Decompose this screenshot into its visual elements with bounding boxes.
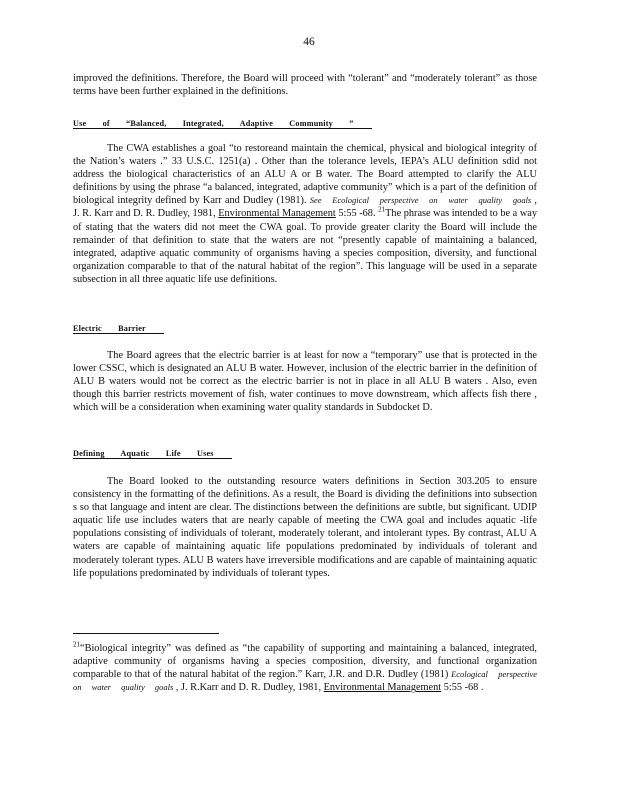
footnote-text: , J. R.Karr and D. R. Dudley, 1981, bbox=[173, 682, 324, 694]
footnote bbox=[73, 642, 537, 694]
paragraph-text: 5:55 -68. bbox=[335, 208, 379, 220]
section-heading-aquatic-life-uses bbox=[73, 448, 232, 460]
section-heading-text: Electric Barrier bbox=[73, 324, 164, 334]
citation-title: Ecological perspective on water quality goals bbox=[73, 669, 537, 693]
paragraph-text: The phrase was intended to be a way of stating that the waters did not meet the CWA goal. To provide greater clarity the Board will include the remainder of that definition to state that the waters are not “presently capable of maintaining a balanced, integrated, adaptive aquatic community of organisms having a species composition, diversity, and functional organization comparable to that of the natural habitat of the region”. This language will be used in a separate subsection in all three aquatic life use definitions. bbox=[73, 208, 537, 285]
section-heading-balanced-community bbox=[73, 118, 372, 130]
footnote-divider bbox=[73, 633, 219, 634]
section-heading-text: Defining Aquatic Life Uses bbox=[73, 449, 232, 459]
section-heading-electric-barrier bbox=[73, 323, 164, 335]
page-number: 46 bbox=[303, 36, 315, 48]
intro-paragraph: improved the definitions. Therefore, the Board will proceed with “tolerant” and “moderately tolerant” as those terms have been further explained in the definitions. bbox=[73, 73, 537, 98]
paragraph-balanced-community bbox=[73, 142, 537, 286]
paragraph-text: , J. R. Karr and D. R. Dudley, 1981, bbox=[73, 195, 537, 220]
footnote-reference: 21 bbox=[378, 206, 386, 215]
paragraph-electric-barrier: The Board agrees that the electric barrier is at least for now a “temporary” use that is protected in the lower CSSC, which is designated an ALU B water. However, inclusion of the electric barrier in the definition of ALU B waters would not be correct as the electric barrier is not in place in all ALU B waters . Also, even though this barrier restricts movement of fish, water continues to move downstream, which affects fish there , which will be a consideration when examining water quality standards in Subdocket D. bbox=[73, 350, 537, 414]
journal-name: Environmental Management bbox=[323, 682, 442, 694]
paragraph-aquatic-life-uses: The Board looked to the outstanding resource waters definitions in Section 303.205 to ensure consistency in the formatting of the definitions. As a result, the Board is dividing the definitions into subsection s so that language and intent are clear. The distinctions between the definitions are subtle, but significant. UDIP aquatic life use includes waters that are nearly capable of meeting the CWA goal and includes aquatic -life populations consisting of individuals of tolerant, moderately tolerant, and intolerant types. By contrast, ALU A waters are capable of maintaining aquatic life populations predominated by individuals of tolerant and moderately tolerant types. ALU B waters have irreversible modifications and are capable of maintaining aquatic life populations predominated by individuals of tolerant types. bbox=[73, 476, 537, 579]
paragraph-text: The CWA establishes a goal “to restoreand maintain the chemical, physical and biological integrity of the Nation’s waters .” 33 U.S.C. 1251(a) . Other than the tolerance levels, IEPA’s ALU definition sdid not address the biological characteristics of an ALU A or B water. The Board attempted to clarify the ALU definitions by using the phrase “a balanced, integrated, adaptive community” which is a part of the definition of biological integrity defined by Karr and Dudley (1981). bbox=[73, 143, 537, 207]
footnote-text: 5:55 -68 . bbox=[441, 682, 484, 694]
section-heading-text: Use of “Balanced, Integrated, Adaptive Community ” bbox=[73, 119, 372, 129]
footnote-marker: 21 bbox=[73, 640, 80, 649]
citation-title: See Ecological perspective on water quality goals bbox=[309, 195, 532, 206]
journal-name: Environmental Management bbox=[218, 208, 336, 220]
footnote-text: “Biological integrity” was defined as “the capability of supporting and maintaining a balanced, integrated, adaptive community of organisms having a species composition, diversity, and functional organization comparable to that of the natural habitat of the region.” Karr, J.R. and D.R. Dudley (1981) bbox=[73, 643, 537, 681]
